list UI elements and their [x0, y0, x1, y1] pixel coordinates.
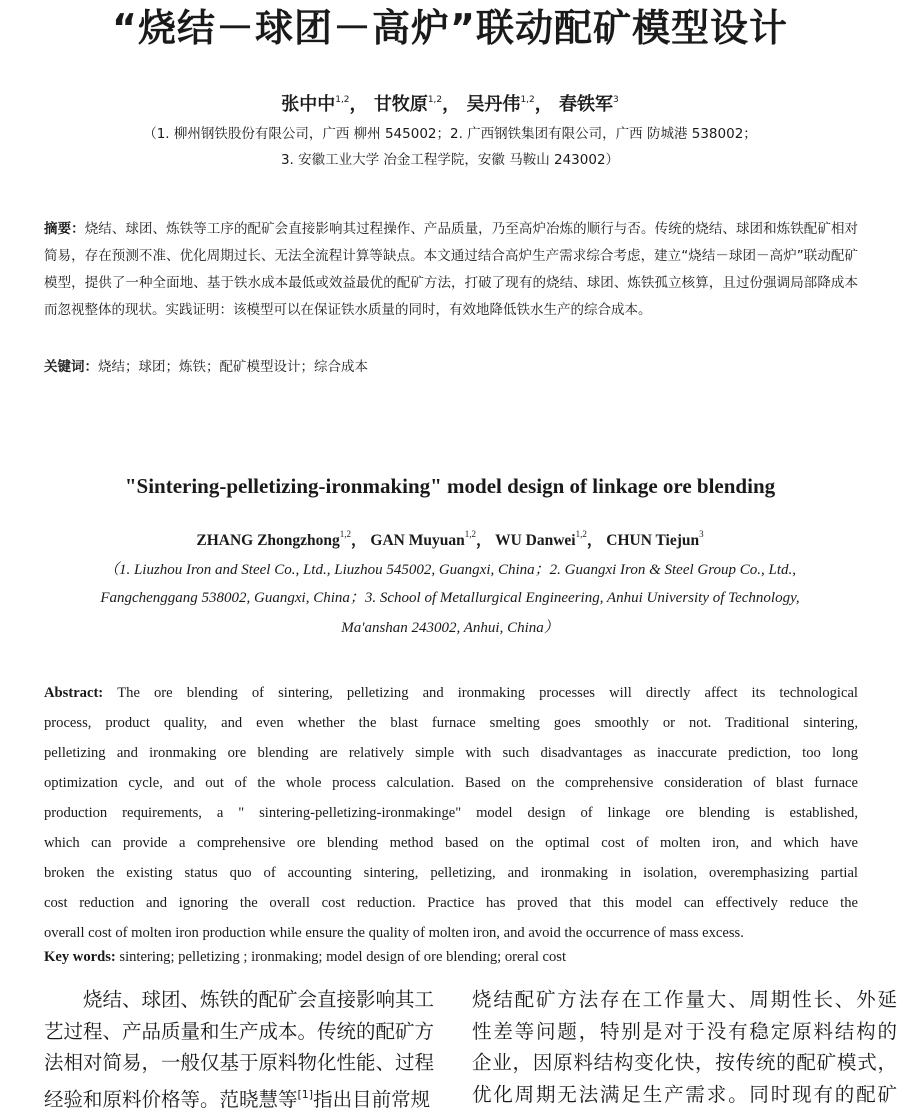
- english-affiliation-line-2: Fangchenggang 538002, Guangxi, China；3. School of Metallurgical Engineering, Anhui University of Technology,: [0, 588, 900, 608]
- chinese-author-affiliation-mark: 1,2: [335, 95, 349, 105]
- english-abstract: [44, 678, 858, 948]
- english-abstract-label: Abstract:: [44, 685, 117, 701]
- chinese-title: “烧结－球团－高炉”联动配矿模型设计: [0, 4, 900, 52]
- chinese-author-affiliation-mark: 3: [613, 95, 619, 105]
- english-author-affiliation-mark: 1,2: [465, 529, 476, 539]
- english-abstract-line: process, product quality, and even whether the blast furnace smelting goes smoothly or not. Traditional sintering,: [44, 708, 858, 738]
- english-abstract-line: production requirements, a " sintering-pelletizing-ironmakinge" model design of linkage ore blending is established,: [44, 798, 858, 828]
- english-author-separator: ，: [351, 532, 370, 549]
- english-author-affiliation-mark: 1,2: [340, 529, 351, 539]
- body-right-column: [472, 984, 897, 1110]
- body-right-line: 企业，因原料结构变化快，按传统的配矿模式，: [472, 1047, 897, 1079]
- english-affiliation-line-1: （1. Liuzhou Iron and Steel Co., Ltd., Liuzhou 545002, Guangxi, China；2. Guangxi Iron & Steel Group Co., Ltd.,: [0, 560, 900, 580]
- english-authors: [0, 528, 900, 550]
- body-right-line: 性差等问题，特别是对于没有稳定原料结构的: [472, 1016, 897, 1048]
- body-left-line: 法相对简易，一般仅基于原料物化性能、过程: [44, 1047, 429, 1079]
- english-abstract-line: overall cost of molten iron production while ensure the quality of molten iron, and avoid the occurrence of mass excess.: [44, 918, 858, 948]
- english-keywords: [44, 946, 858, 968]
- chinese-affiliation-line-2: 3. 安徽工业大学 冶金工程学院，安徽 马鞍山 243002）: [0, 150, 900, 170]
- english-abstract-line: optimization cycle, and out of the whole process calculation. Based on the comprehensive consideration of blast furnace: [44, 768, 858, 798]
- chinese-author-name: 张中中: [281, 94, 335, 115]
- english-affiliation-line-3: Ma'anshan 243002, Anhui, China）: [0, 618, 900, 638]
- chinese-author-name: 甘牧原: [374, 94, 428, 115]
- chinese-abstract-label: 摘要：: [44, 221, 85, 237]
- chinese-author-name: 春铁军: [559, 94, 613, 115]
- english-author-separator: ，: [587, 532, 606, 549]
- english-abstract-line: Abstract: The ore blending of sintering, pelletizing and ironmaking processes will directly affect its technological: [44, 678, 858, 708]
- body-right-line: 烧结配矿方法存在工作量大、周期性长、外延: [472, 984, 897, 1016]
- body-left-line: 艺过程、产品质量和生产成本。传统的配矿方: [44, 1016, 429, 1048]
- chinese-abstract: [44, 216, 858, 324]
- chinese-keywords: [44, 356, 858, 378]
- chinese-author-affiliation-mark: 1,2: [520, 95, 534, 105]
- body-left-line-tail: 指出目前常规: [313, 1088, 430, 1111]
- chinese-author-separator: ，: [535, 94, 559, 115]
- chinese-abstract-text: 烧结、球团、炼铁等工序的配矿会直接影响其过程操作、产品质量，乃至高炉冶炼的顺行与否。传统的烧结、球团和炼铁配矿相对简易，存在预测不准、优化周期过长、无法全流程计算等缺点。本文通过结合高炉生产需求综合考虑，建立“烧结－球团－高炉”联动配矿模型，提供了一种全面地、基于铁水成本最低或效益最优的配矿方法，打破了现有的烧结、球团、炼铁孤立核算，且过份强调局部降成本而忽视整体的现状。实践证明：该模型可以在保证铁水质量的同时，有效地降低铁水生产的综合成本。: [44, 221, 858, 318]
- chinese-keywords-text: 烧结；球团；炼铁；配矿模型设计；综合成本: [98, 359, 368, 375]
- chinese-keywords-label: 关键词：: [44, 359, 98, 375]
- chinese-author-separator: ，: [350, 94, 374, 115]
- body-left-line: 经验和原料价格等。范晓慧等[1]指出目前常规: [44, 1079, 429, 1115]
- chinese-affiliation-line-1: （1. 柳州钢铁股份有限公司，广西 柳州 545002；2. 广西钢铁集团有限公司，广西 防城港 538002；: [0, 124, 900, 144]
- english-abstract-line: broken the existing status quo of accounting sintering, pelletizing, and ironmaking in isolation, overemphasizing partial: [44, 858, 858, 888]
- english-author-name: GAN Muyuan: [370, 532, 464, 549]
- chinese-author-affiliation-mark: 1,2: [428, 95, 442, 105]
- english-abstract-line: which can provide a comprehensive ore blending method based on the optimal cost of molten iron, and which have: [44, 828, 858, 858]
- chinese-author-separator: ，: [442, 94, 466, 115]
- english-author-name: ZHANG Zhongzhong: [196, 532, 339, 549]
- english-title: "Sintering-pelletizing-ironmaking" model design of linkage ore blending: [0, 474, 900, 499]
- citation-mark: [1]: [298, 1088, 314, 1101]
- english-keywords-text: sintering; pelletizing ; ironmaking; model design of ore blending; oreral cost: [119, 949, 566, 965]
- body-right-line: 优化周期无法满足生产需求。同时现有的配矿: [472, 1079, 897, 1111]
- english-author-name: WU Danwei: [495, 532, 576, 549]
- english-author-separator: ，: [476, 532, 495, 549]
- chinese-authors: [0, 90, 900, 116]
- english-author-name: CHUN Tiejun: [606, 532, 699, 549]
- english-keywords-label: Key words:: [44, 949, 116, 965]
- english-abstract-line: pelletizing and ironmaking ore blending are relatively simple with such disadvantages as inaccurate prediction, too long: [44, 738, 858, 768]
- english-abstract-line: cost reduction and ignoring the overall cost reduction. Practice has proved that this model can effectively reduce the: [44, 888, 858, 918]
- chinese-author-name: 吴丹伟: [466, 94, 520, 115]
- english-author-affiliation-mark: 3: [699, 529, 704, 539]
- english-author-affiliation-mark: 1,2: [576, 529, 587, 539]
- body-left-line: 烧结、球团、炼铁的配矿会直接影响其工: [44, 984, 429, 1016]
- body-left-column: [44, 984, 429, 1115]
